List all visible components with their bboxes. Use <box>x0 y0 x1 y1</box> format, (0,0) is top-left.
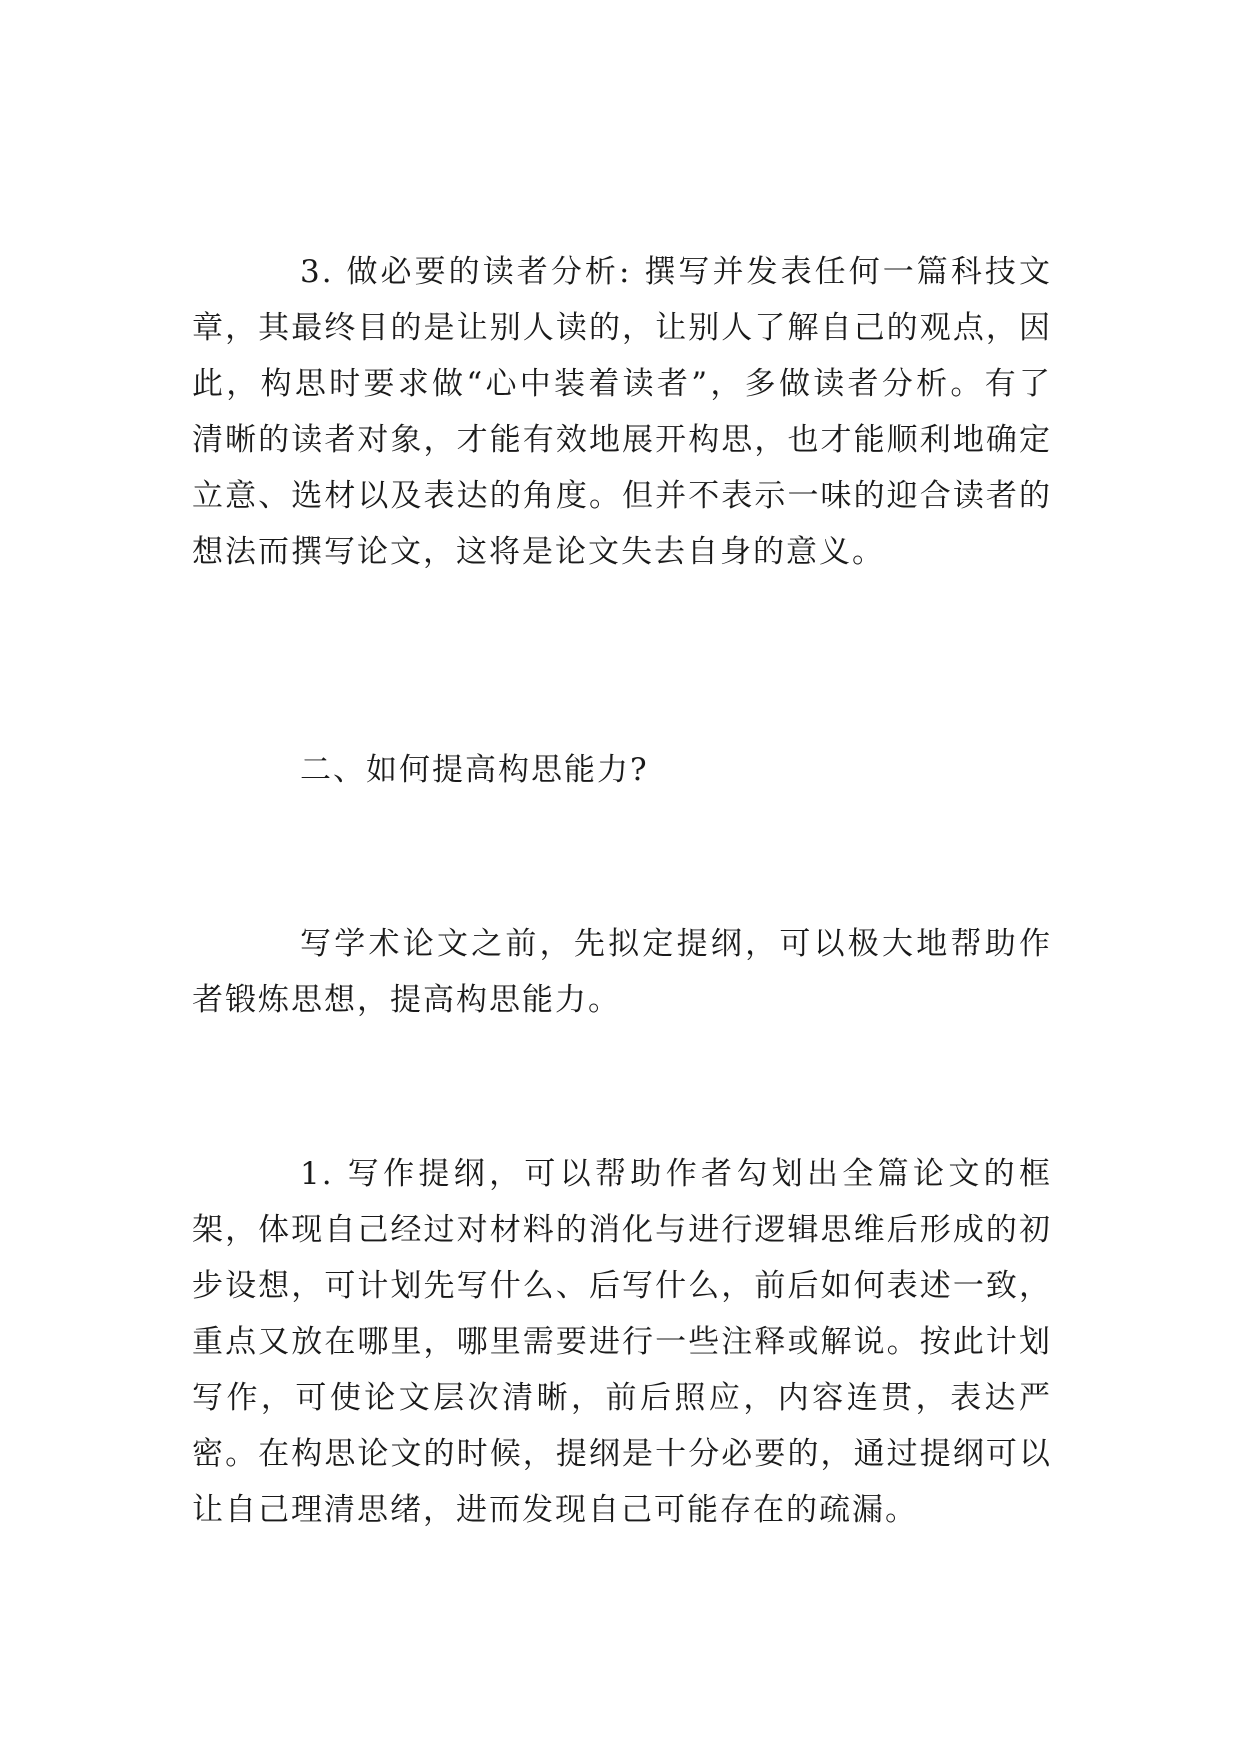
section-heading: 二、如何提高构思能力? <box>300 752 649 788</box>
paragraph-outline-benefits: 1. 写作提纲，可以帮助作者勾划出全篇论文的框架，体现自己经过对材料的消化与进行逻辑思维后形成的初步设想，可计划先写什么、后写什么，前后如何表述一致，重点又放在哪里，哪里需要进行一些注释或解说。按此计划写作，可使论文层次清晰，前后照应，内容连贯，表达严密。在构思论文的时候，提纲是十分必要的，通过提纲可以让自己理清思绪，进而发现自己可能存在的疏漏。 <box>192 1156 1052 1528</box>
paragraph-reader-analysis: 3. 做必要的读者分析: 撰写并发表任何一篇科技文章，其最终目的是让别人读的，让别人了解自己的观点，因此，构思时要求做“心中装着读者”，多做读者分析。有了清晰的读者对象，才能有效地展开构思，也才能顺利地确定立意、选材以及表达的角度。但并不表示一味的迎合读者的想法而撰写论文，这将是论文失去自身的意义。 <box>192 254 1052 570</box>
paragraph-outline-intro: 写学术论文之前，先拟定提纲，可以极大地帮助作者锻炼思想，提高构思能力。 <box>192 926 1052 1018</box>
